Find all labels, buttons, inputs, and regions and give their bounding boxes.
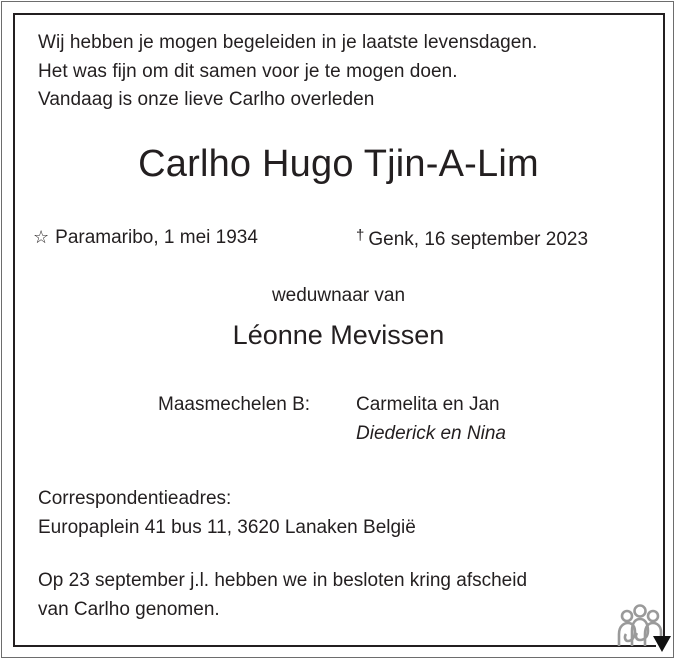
closing-line-1: Op 23 september j.l. hebben we in besloten kring afscheid	[38, 570, 528, 591]
intro-line-2: Het was fijn om dit samen voor je te mogen doen.	[38, 61, 458, 82]
deceased-name: Carlho Hugo Tjin-A-Lim	[138, 143, 539, 185]
birth-text: Paramaribo, 1 mei 1934	[55, 227, 258, 248]
intro-line-1: Wij hebben je mogen begeleiden in je laatste levensdagen.	[38, 32, 538, 53]
correspondence-label: Correspondentieadres:	[38, 488, 232, 509]
triangle-down-icon[interactable]	[653, 636, 671, 652]
frame-bottom-edge	[15, 645, 656, 647]
spouse-name: Léonne Mevissen	[232, 320, 445, 350]
relation-label: weduwnaar van	[271, 285, 406, 306]
intro-line-3: Vandaag is onze lieve Carlho overleden	[38, 89, 375, 110]
family-place: Maasmechelen B:	[158, 394, 311, 415]
death-text: Genk, 16 september 2023	[368, 229, 589, 250]
family-member: Carmelita en Jan	[356, 394, 500, 415]
death-info	[356, 229, 588, 251]
correspondence-address: Europaplein 41 bus 11, 3620 Lanaken België	[38, 517, 416, 538]
closing-line-2: van Carlho genomen.	[38, 599, 220, 620]
star-icon: ☆	[33, 227, 50, 247]
dagger-icon: †	[356, 227, 365, 244]
birth-info	[33, 227, 258, 249]
family-member: Diederick en Nina	[356, 423, 506, 444]
